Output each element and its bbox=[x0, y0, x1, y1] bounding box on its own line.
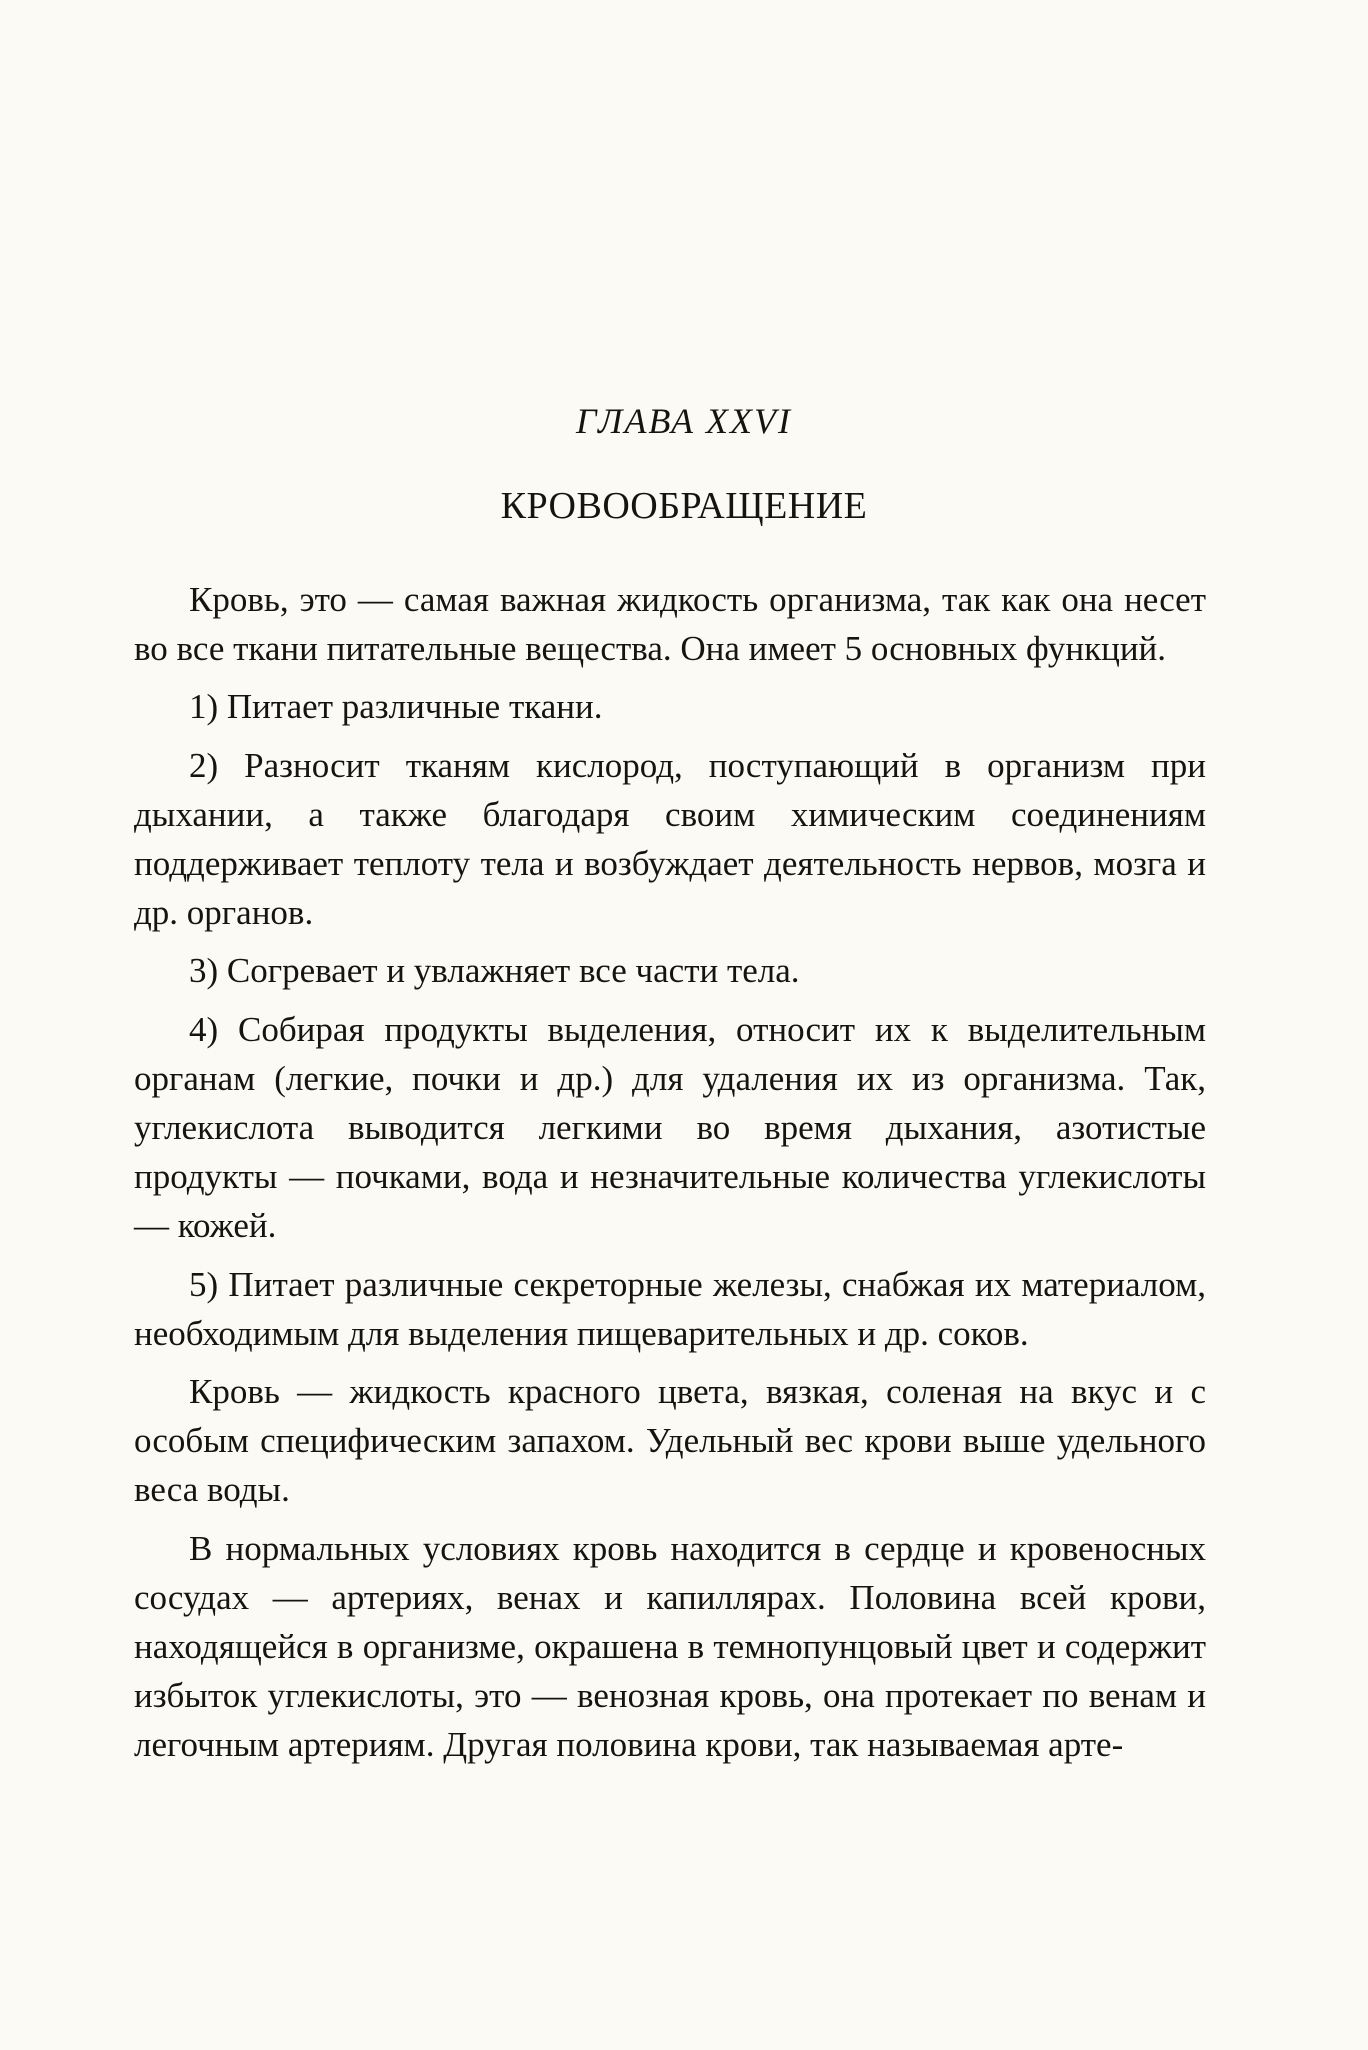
chapter-label: ГЛАВА XXVI bbox=[576, 401, 792, 441]
body-text bbox=[134, 575, 1206, 1779]
paragraph-function-1: 1) Питает различные ткани. bbox=[189, 687, 603, 727]
paragraph-function-4: 4) Собирая продукты выделения, относит их к выделительным органам (легкие, почки и др.) для удаления их из организма. Так, углекислота выводится легкими во время дыхания, азотистые продукты — почками, вода и незначительные количества углекислоты — кожей. bbox=[134, 1009, 1206, 1246]
paragraph-blood-properties: Кровь — жидкость красного цвета, вязкая, соленая на вкус и с особым специфическим запахом. Удельный вес крови выше удельного веса воды. bbox=[134, 1372, 1206, 1510]
paragraph-function-5: 5) Питает различные секреторные железы, снабжая их материалом, необходимым для выделения пищеварительных и др. соков. bbox=[134, 1264, 1206, 1353]
chapter-title: КРОВООБРАЩЕНИЕ bbox=[500, 485, 868, 527]
paragraph-blood-location: В нормальных условиях кровь находится в сердце и кровеносных сосудах — артериях, венах и капиллярах. Половина всей крови, находящейся в организме, окрашена в темнопунцовый цвет и содержит избыток углекислоты, это — венозная кровь, она протекает по венам и легочным артериям. Другая половина крови, так называемая арте- bbox=[134, 1528, 1206, 1765]
paragraph-intro: Кровь, это — самая важная жидкость организма, так как она несет во все ткани питательные вещества. Она имеет 5 основных функций. bbox=[134, 580, 1206, 669]
paragraph-function-3: 3) Согревает и увлажняет все части тела. bbox=[189, 951, 800, 991]
paragraph-function-2: 2) Разносит тканям кислород, поступающий в организм при дыхании, а также благодаря своим химическим соединениям поддерживает теплоту тела и возбуждает деятельность нервов, мозга и др. органов. bbox=[134, 745, 1206, 933]
